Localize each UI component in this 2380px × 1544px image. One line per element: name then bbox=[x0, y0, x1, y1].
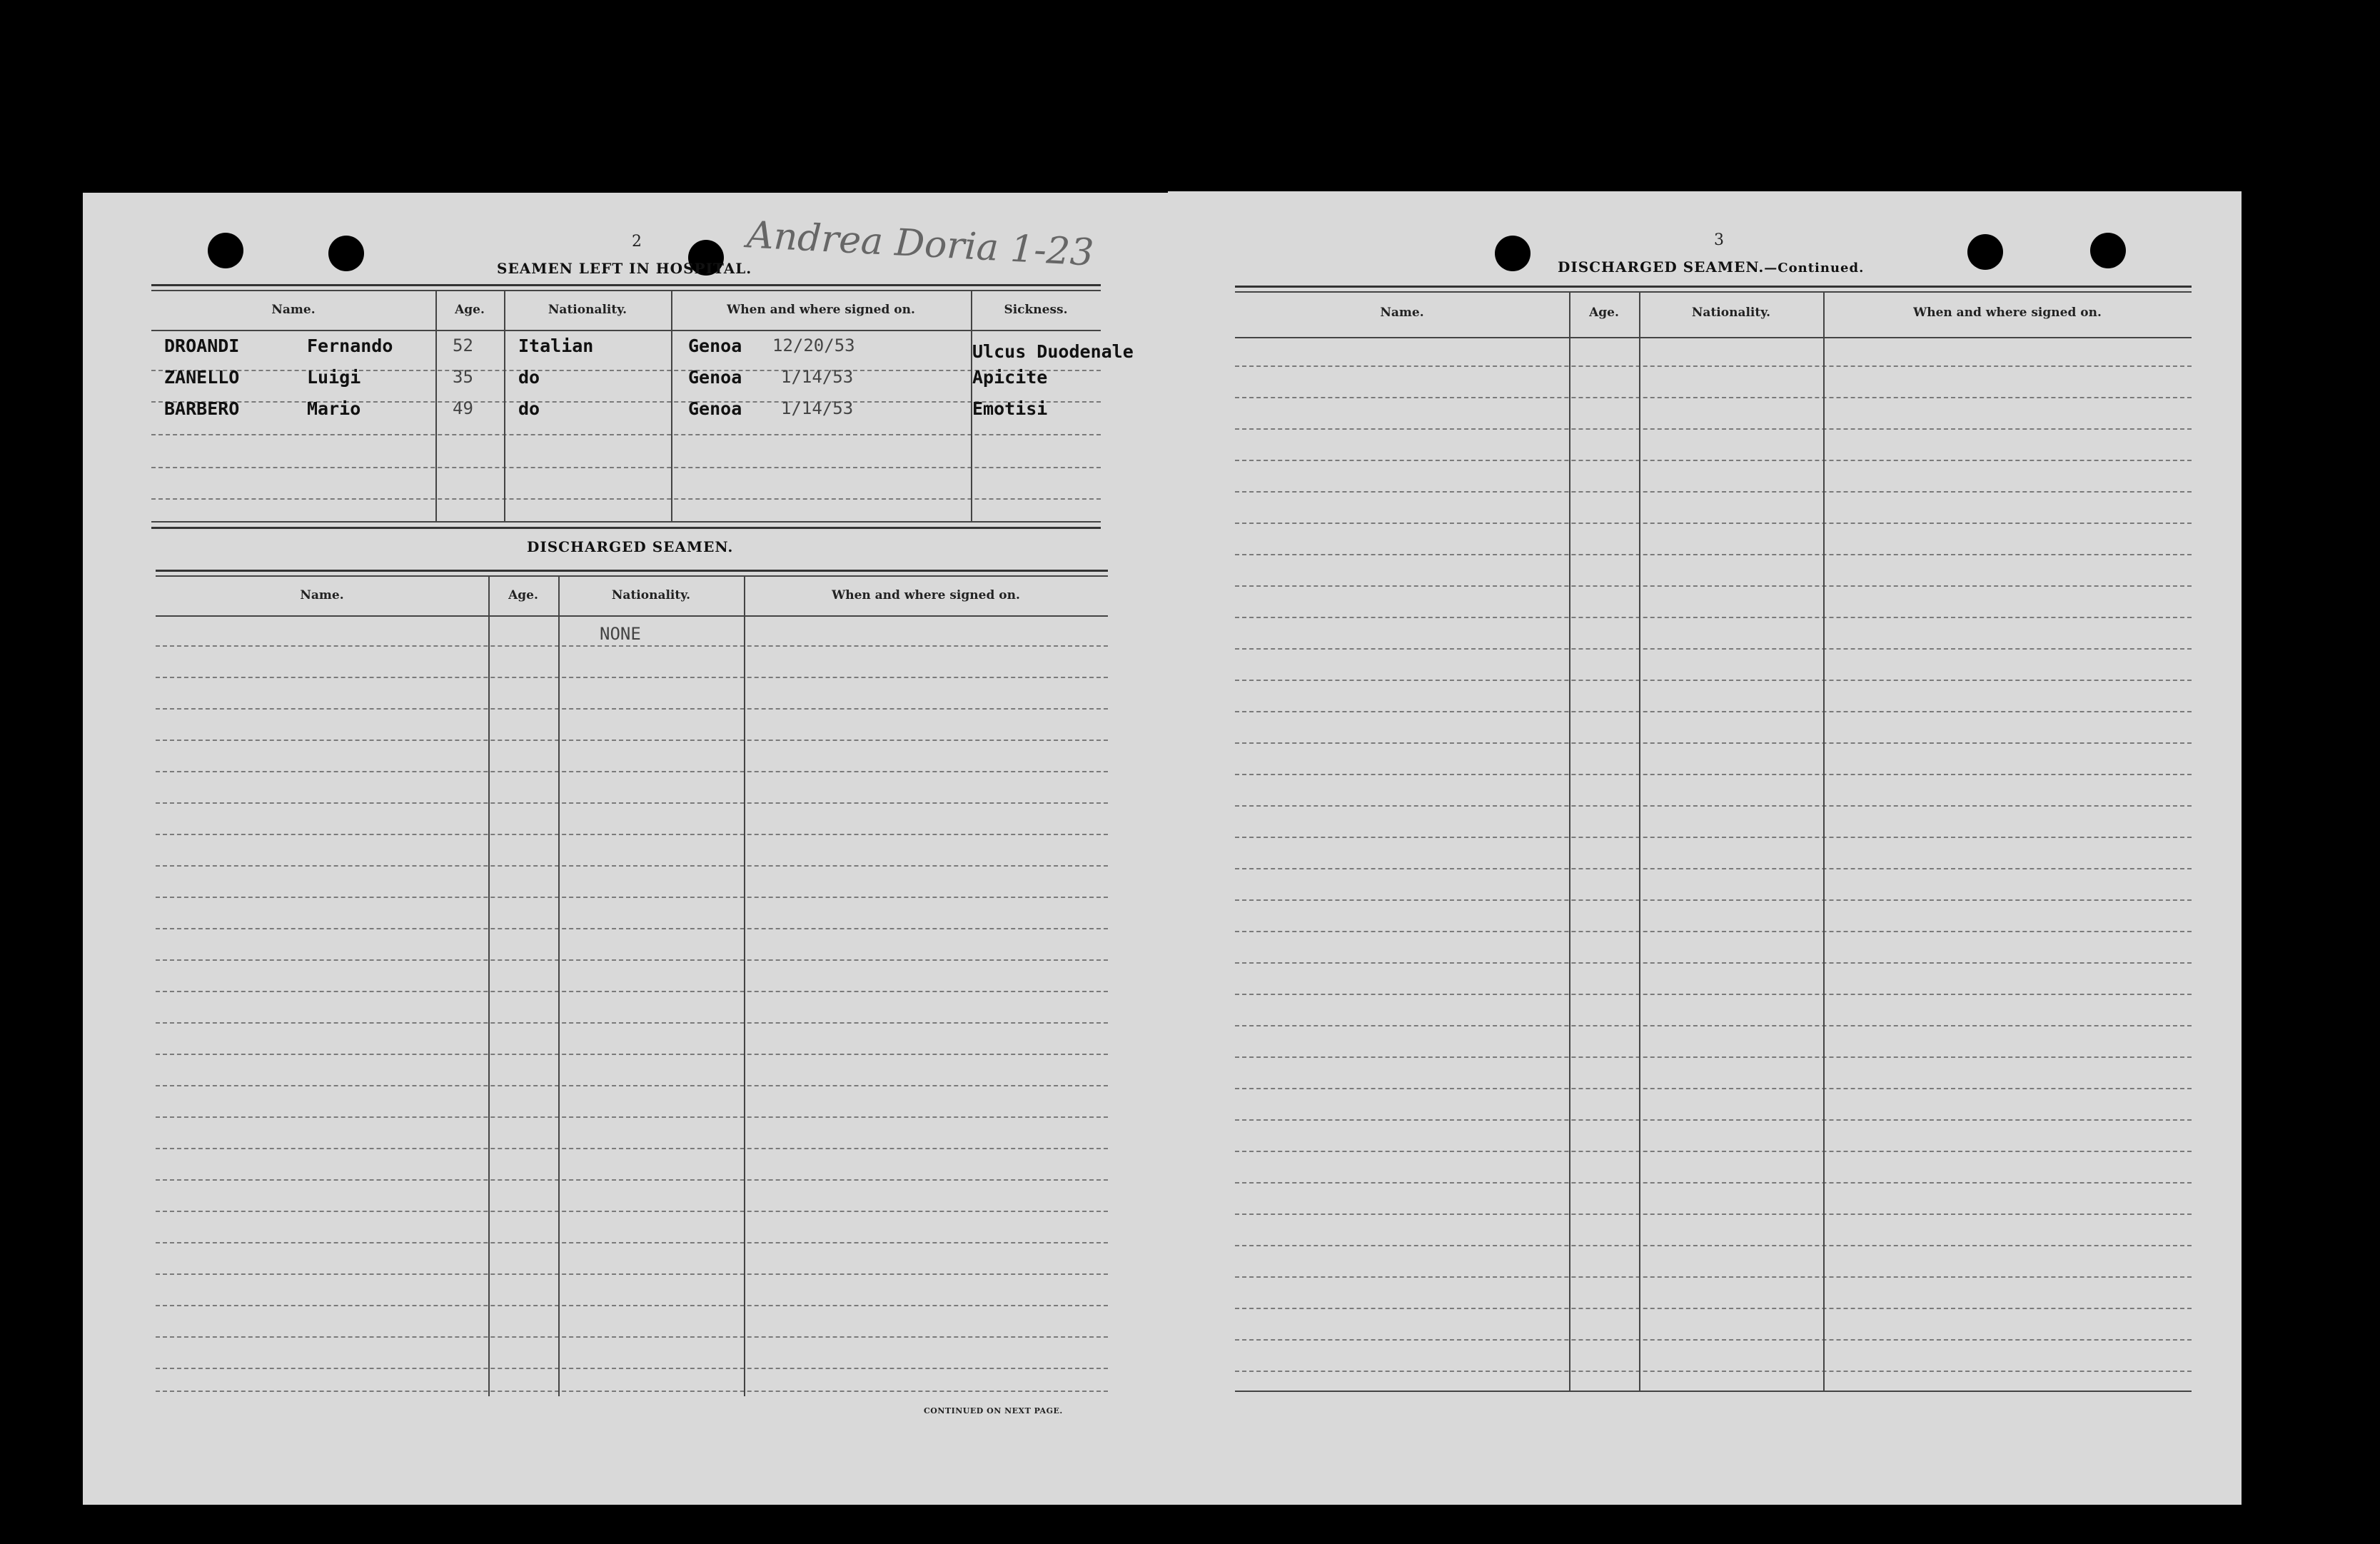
discharged-continued-table bbox=[1235, 286, 2192, 1399]
discharged-section-title: DISCHARGED SEAMEN. bbox=[527, 538, 734, 555]
seaman-nationality: Italian bbox=[518, 335, 594, 356]
handwritten-ship-name: Andrea Doria 1-23 bbox=[745, 213, 1095, 275]
column-header-name: Name. bbox=[300, 588, 344, 602]
binder-hole bbox=[1967, 234, 2003, 270]
column-header-sickness: Sickness. bbox=[1004, 303, 1068, 317]
seaman-age: 35 bbox=[453, 367, 473, 387]
hospital-section-title: SEAMEN LEFT IN HOSPITAL. bbox=[497, 260, 752, 277]
signed-on-place: Genoa bbox=[688, 367, 742, 388]
column-header-age: Age. bbox=[1589, 306, 1619, 320]
continued-note: CONTINUED ON NEXT PAGE. bbox=[924, 1406, 1063, 1416]
sickness: Emotisi bbox=[972, 398, 1048, 419]
seaman-surname: BARBERO bbox=[164, 398, 240, 419]
column-header-signed-on: When and where signed on. bbox=[727, 303, 915, 317]
signed-on-date: 12/20/53 bbox=[772, 335, 855, 355]
seaman-given-name: Mario bbox=[307, 398, 361, 419]
column-header-signed-on: When and where signed on. bbox=[1913, 306, 2102, 320]
seaman-age: 52 bbox=[453, 335, 473, 355]
seaman-nationality: do bbox=[518, 367, 540, 388]
signed-on-date: 1/14/53 bbox=[781, 398, 854, 418]
sickness: Ulcus Duodenale bbox=[972, 341, 1134, 362]
column-header-nationality: Nationality. bbox=[611, 588, 691, 602]
seaman-surname: ZANELLO bbox=[164, 367, 240, 388]
column-header-age: Age. bbox=[508, 588, 538, 602]
right-page bbox=[1168, 191, 2242, 1505]
seaman-age: 49 bbox=[453, 398, 473, 418]
column-header-name: Name. bbox=[271, 303, 316, 317]
signed-on-place: Genoa bbox=[688, 335, 742, 356]
column-header-age: Age. bbox=[455, 303, 485, 317]
page-number: 3 bbox=[1714, 231, 1724, 249]
binder-hole bbox=[328, 236, 364, 271]
binder-hole bbox=[1495, 236, 1531, 271]
column-header-signed-on: When and where signed on. bbox=[832, 588, 1020, 602]
none-entry: NONE bbox=[600, 624, 641, 644]
signed-on-place: Genoa bbox=[688, 398, 742, 419]
seaman-given-name: Luigi bbox=[307, 367, 361, 388]
discharged-continued-title bbox=[1558, 258, 1864, 276]
column-header-name: Name. bbox=[1380, 306, 1424, 320]
column-header-nationality: Nationality. bbox=[548, 303, 627, 317]
sickness: Apicite bbox=[972, 367, 1048, 388]
seaman-surname: DROANDI bbox=[164, 335, 240, 356]
left-page bbox=[83, 193, 1168, 1505]
seaman-nationality: do bbox=[518, 398, 540, 419]
page-number: 2 bbox=[632, 233, 642, 251]
hospital-table bbox=[151, 284, 1134, 528]
column-header-nationality: Nationality. bbox=[1691, 306, 1771, 320]
binder-hole bbox=[208, 233, 243, 268]
signed-on-date: 1/14/53 bbox=[781, 367, 854, 387]
discharged-table bbox=[156, 570, 1108, 1411]
binder-hole bbox=[2090, 233, 2126, 268]
title-suffix: —Continued. bbox=[1764, 261, 1865, 276]
seaman-given-name: Fernando bbox=[307, 335, 393, 356]
title-main: DISCHARGED SEAMEN. bbox=[1558, 258, 1765, 276]
